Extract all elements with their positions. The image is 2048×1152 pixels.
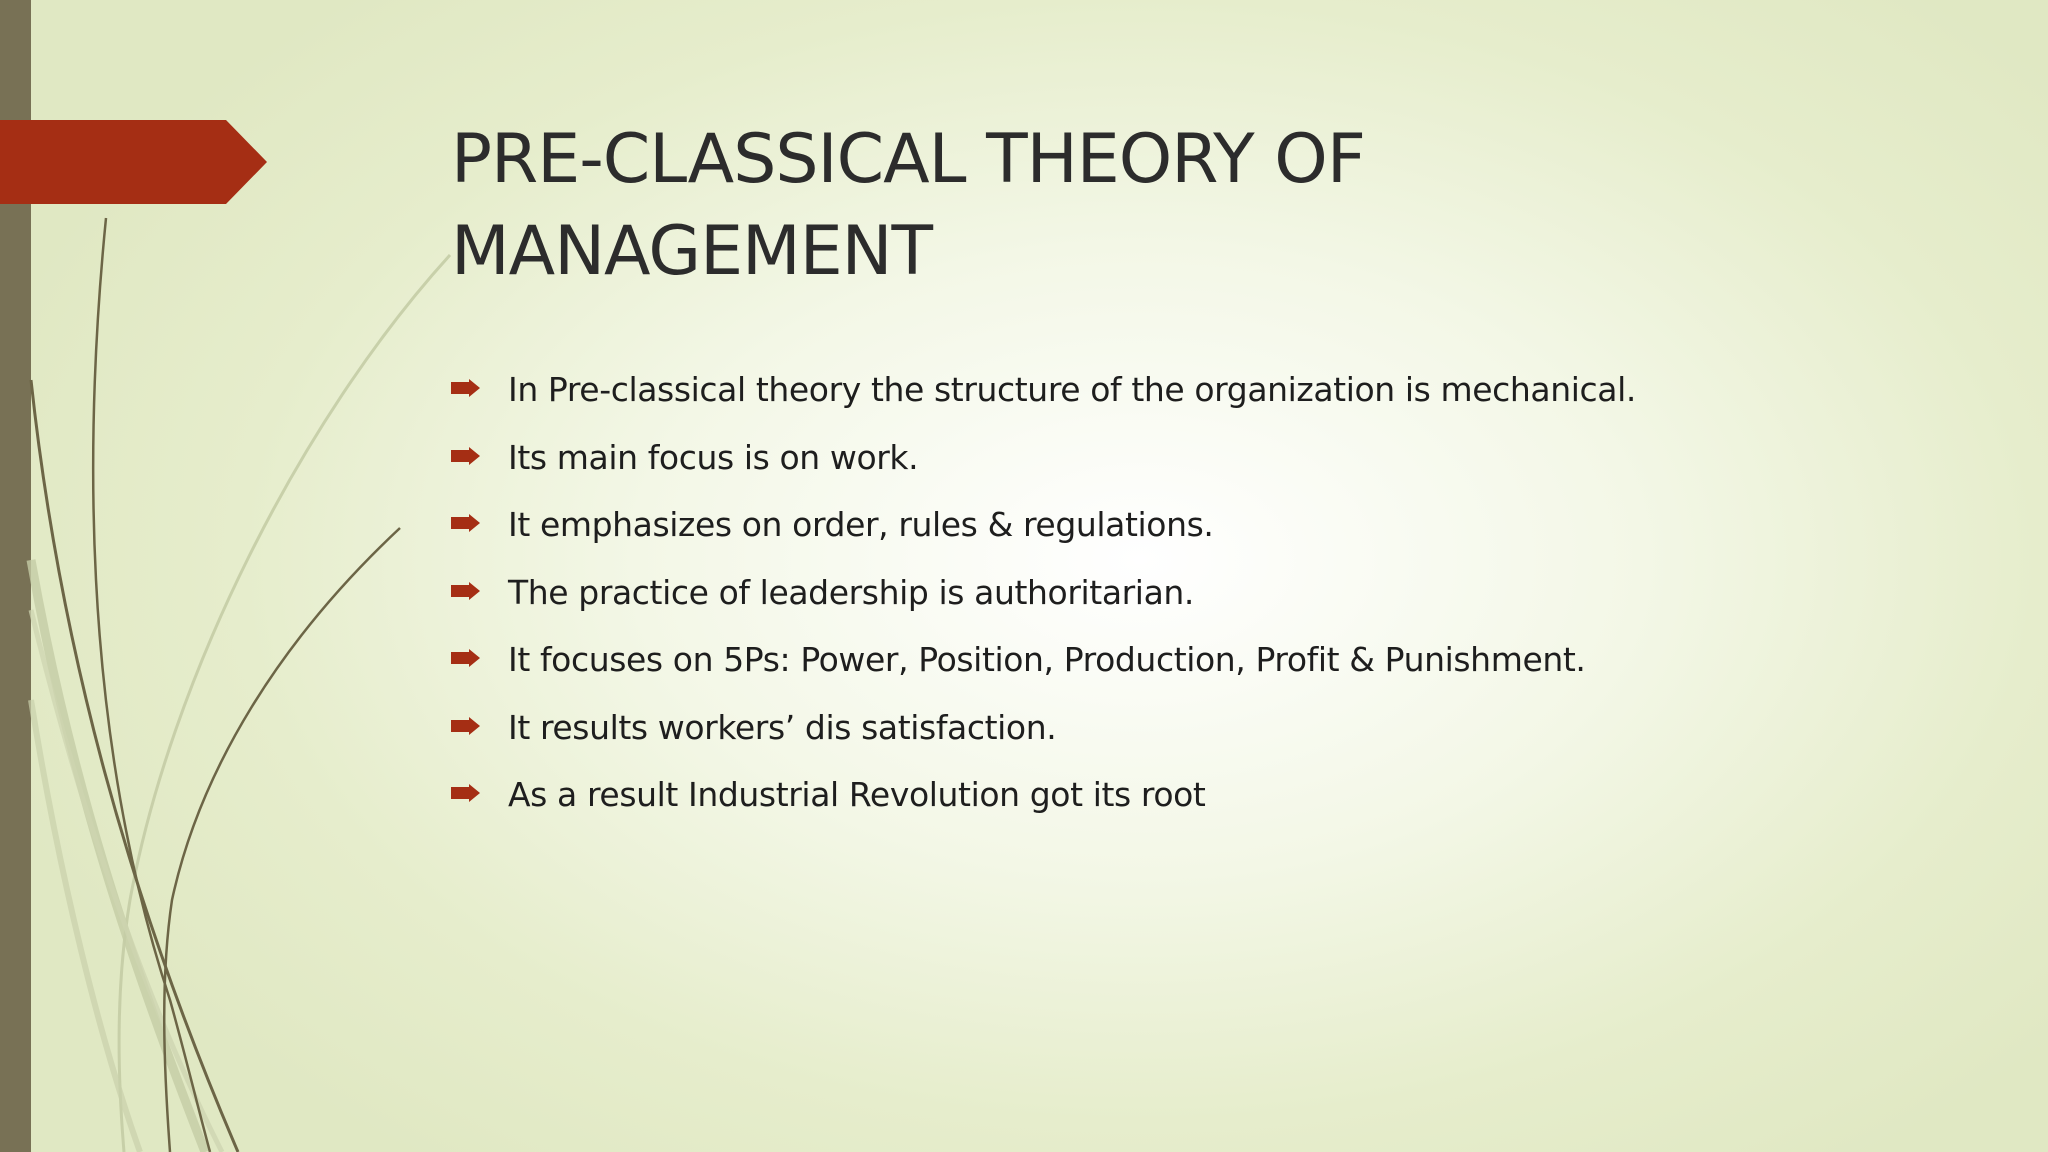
title-accent-tab [0, 120, 267, 204]
arrow-right-icon [451, 717, 481, 735]
slide-title-line-1: PRE-CLASSICAL THEORY OF [451, 120, 1365, 199]
arrow-right-icon [451, 784, 481, 802]
light-curve-1 [119, 255, 450, 1152]
bullet-text: It emphasizes on order, rules & regulations. [508, 505, 1214, 544]
bullet-item [451, 491, 2001, 559]
bullet-text: It results workers’ dis satisfaction. [508, 707, 1057, 747]
decorative-curves [0, 0, 460, 1152]
bullet-item [451, 559, 2001, 627]
slide-title-line-2: MANAGEMENT [451, 212, 933, 291]
arrow-right-icon [451, 447, 481, 465]
arrow-right-icon [451, 649, 481, 667]
bullet-text: Its main focus is on work. [508, 437, 919, 477]
arrow-right-icon [451, 379, 481, 397]
bullet-item [451, 424, 2001, 492]
dark-curve-2 [31, 380, 238, 1152]
arrow-right-icon [451, 514, 481, 532]
bullet-item [451, 761, 2001, 829]
bullet-item [451, 626, 2001, 694]
bullet-text: The practice of leadership is authoritarian. [508, 572, 1195, 612]
bullet-text: In Pre-classical theory the structure of the organization is mechanical. [508, 370, 1636, 409]
bullet-list [451, 356, 2001, 829]
bullet-text: It focuses on 5Ps: Power, Position, Production, Profit & Punishment. [508, 640, 1586, 679]
slide-title [451, 114, 1901, 298]
arrow-right-icon [451, 582, 481, 600]
bullet-item [451, 694, 2001, 762]
bullet-text: As a result Industrial Revolution got its root [508, 775, 1206, 814]
bullet-item [451, 356, 2001, 424]
